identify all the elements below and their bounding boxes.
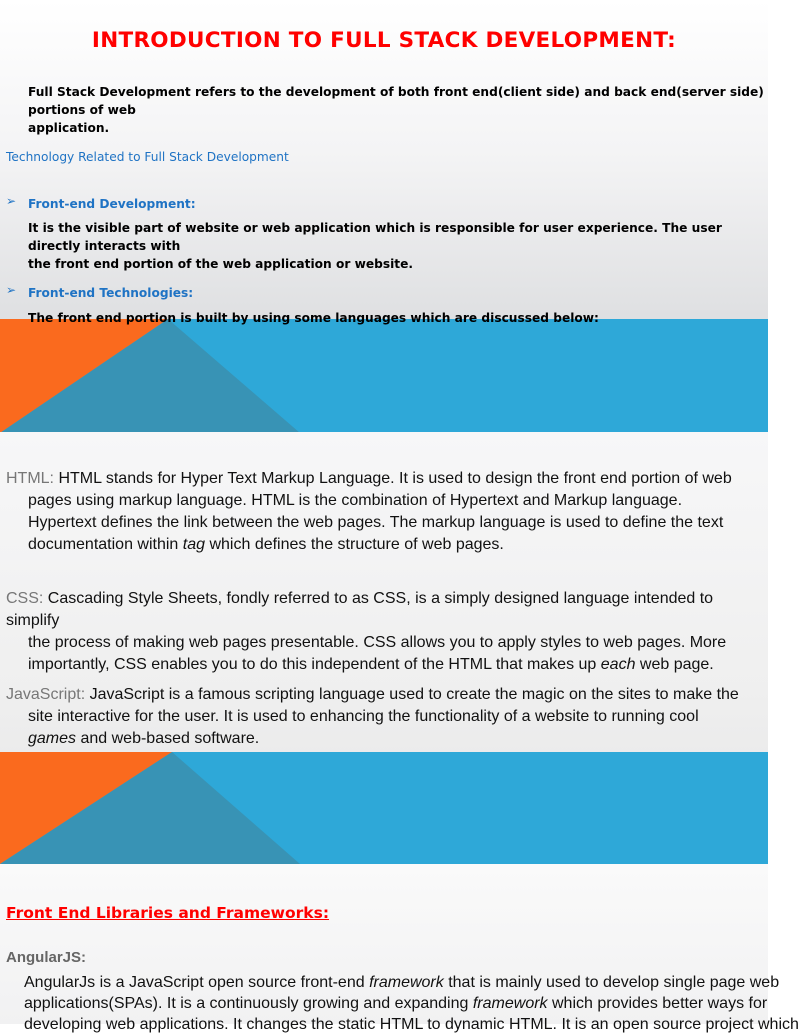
slide-intro — [0, 0, 768, 432]
css-line: web page. — [635, 656, 714, 673]
bullet-body-frontend-technologies: The front end portion is built by using some languages which are discussed below: — [28, 311, 599, 325]
javascript-line: and web-based software. — [76, 730, 260, 747]
frameworks-heading: Front End Libraries and Frameworks: — [6, 904, 330, 922]
angularjs-line: developing web applications. It changes the static HTML to dynamic HTML. It is an open source project which — [24, 1016, 799, 1033]
bullet-title-frontend-development: Front-end Development: — [28, 197, 196, 211]
css-line: the process of making web pages presentable. CSS allows you to apply styles to web pages. More — [28, 634, 727, 651]
bullet-arrow-icon: ➢ — [6, 194, 17, 208]
angularjs-line: which provides better ways for — [547, 995, 768, 1012]
javascript-emphasis: games — [28, 730, 77, 747]
css-line: importantly, CSS enables you to do this independent of the HTML that makes up — [28, 656, 601, 673]
html-entry — [6, 468, 760, 556]
javascript-entry — [6, 684, 760, 750]
decorative-banner — [0, 752, 768, 866]
decorative-banner — [0, 319, 768, 433]
javascript-line: site interactive for the user. It is used to enhancing the functionality of a website to running cool — [28, 708, 699, 725]
angularjs-label: AngularJS: — [6, 949, 87, 966]
angularjs-emphasis: framework — [369, 974, 444, 991]
css-line: Cascading Style Sheets, fondly referred to as CSS, is a simply designed language intended to simplify — [6, 590, 714, 629]
intro-paragraph — [28, 83, 764, 137]
angularjs-line: applications(SPAs). It is a continuously growing and expanding — [24, 995, 473, 1012]
bullet-body-frontend-development — [28, 219, 764, 273]
html-line: Hypertext defines the link between the web pages. The markup language is used to define the text — [28, 514, 724, 531]
intro-line: application. — [28, 121, 110, 135]
bullet-line: the front end portion of the web application or website. — [28, 257, 413, 271]
intro-line: Full Stack Development refers to the development of both front end(client side) and back end(server side) portions of web — [28, 85, 764, 117]
angularjs-emphasis: framework — [472, 995, 548, 1012]
angularjs-description — [6, 972, 799, 1035]
angularjs-line: AngularJs is a JavaScript open source front-end — [24, 974, 370, 991]
bullet-arrow-icon: ➢ — [6, 283, 17, 297]
bullet-title-frontend-technologies: Front-end Technologies: — [28, 286, 194, 300]
tech-heading: Technology Related to Full Stack Development — [6, 150, 289, 164]
css-entry — [6, 588, 760, 676]
angularjs-line: that is mainly used to develop single page web — [443, 974, 780, 991]
bullet-line: It is the visible part of website or web application which is responsible for user experience. The user directly interacts with — [28, 221, 722, 253]
page-title: INTRODUCTION TO FULL STACK DEVELOPMENT: — [91, 28, 677, 53]
html-emphasis: tag — [182, 536, 206, 553]
javascript-term: JavaScript: — [6, 686, 86, 703]
css-emphasis: each — [600, 656, 636, 673]
slide-languages — [0, 432, 768, 864]
html-line: pages using markup language. HTML is the combination of Hypertext and Markup language. — [28, 492, 683, 509]
slide-frameworks — [0, 864, 799, 1033]
css-term: CSS: — [6, 590, 44, 607]
javascript-line: JavaScript is a famous scripting language used to create the magic on the sites to make the — [85, 686, 739, 703]
html-line: HTML stands for Hyper Text Markup Language. It is used to design the front end portion of web — [54, 470, 732, 487]
html-line: which defines the structure of web pages. — [205, 536, 504, 553]
html-line: documentation within — [28, 536, 183, 553]
html-term: HTML: — [6, 470, 54, 487]
